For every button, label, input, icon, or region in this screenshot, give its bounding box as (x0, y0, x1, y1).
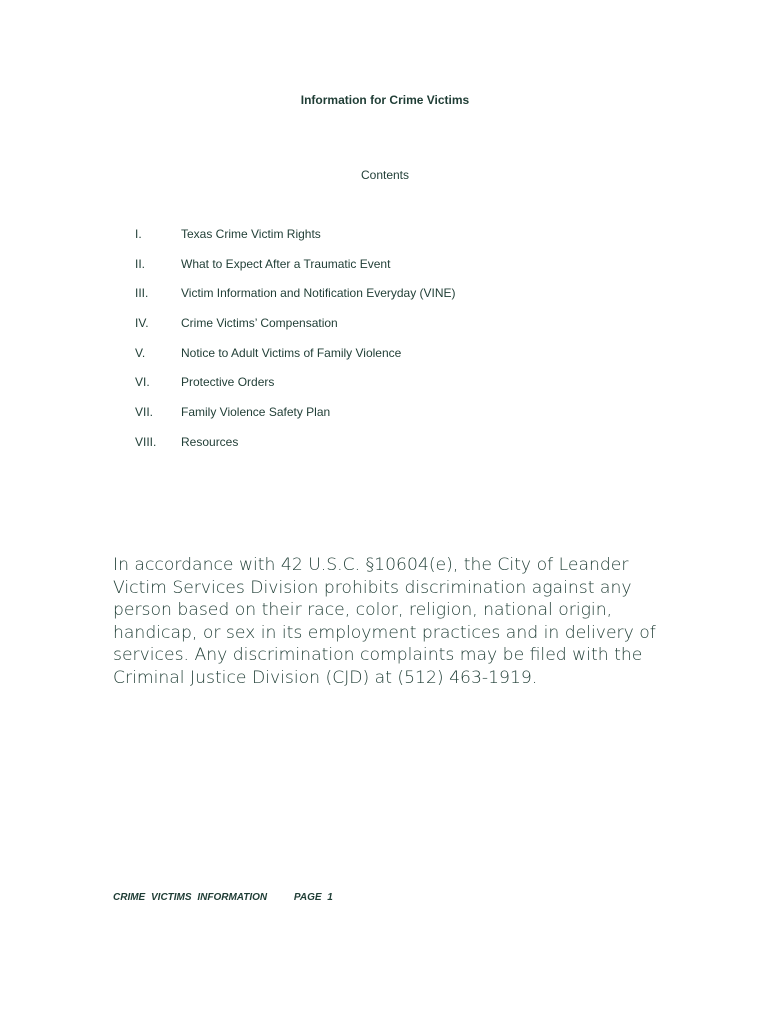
toc-item-number: VIII. (135, 434, 157, 449)
toc-item-label: Resources (181, 434, 239, 449)
footer-page-number: PAGE 1 (293, 892, 333, 903)
toc-item-number: I. (135, 227, 142, 241)
nondiscrimination-notice: In accordance with 42 U.S.C. §10604(e), the City of Leander Victim Services Division prohibits discrimination against any person based on their race, color, religion, national origin, handicap, or sex in its employment practices and in delivery of services. Any discrimination complaints may be filed with the Criminal Justice Division (CJD) at (512) 463-1919. (113, 555, 656, 688)
toc-item-number: VI. (135, 375, 150, 390)
toc-item-label: Family Violence Safety Plan (181, 405, 331, 420)
toc-item-number: III. (135, 286, 149, 301)
page-title: Information for Crime Victims (300, 93, 470, 107)
toc-item-label: What to Expect After a Traumatic Event (181, 256, 391, 271)
toc-item-label: Protective Orders (181, 375, 275, 390)
toc-item-number: VII. (135, 405, 154, 420)
page-footer (113, 892, 333, 903)
contents-heading: Contents (360, 168, 410, 182)
toc-item-label: Victim Information and Notification Everyday (VINE) (181, 286, 456, 301)
toc-item-label: Crime Victims’ Compensation (181, 316, 338, 331)
toc-item-number: IV. (135, 316, 149, 331)
footer-document-name: CRIME VICTIMS INFORMATION (113, 892, 268, 903)
toc-item-number: V. (135, 345, 146, 360)
toc-item-number: II. (135, 256, 146, 271)
toc-item-label: Notice to Adult Victims of Family Violence (181, 345, 402, 360)
toc-item-label: Texas Crime Victim Rights (181, 227, 321, 241)
